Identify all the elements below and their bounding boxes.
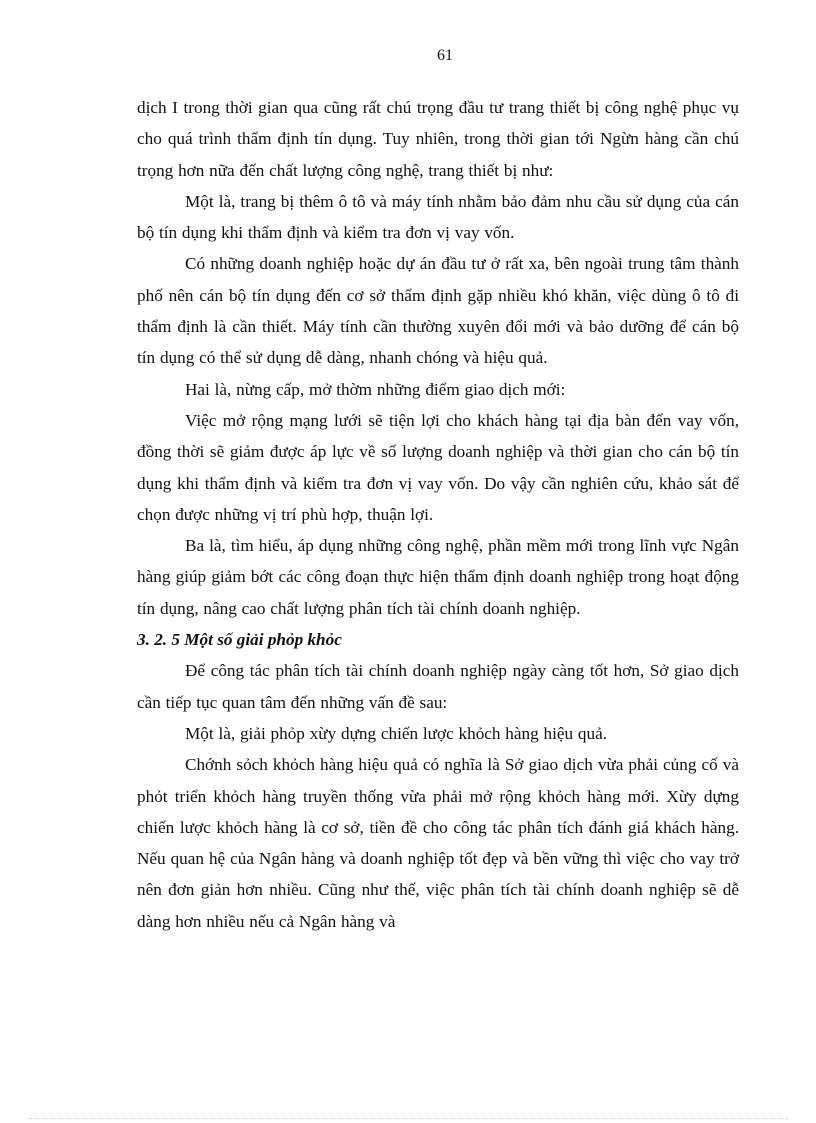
- document-body: [137, 92, 739, 937]
- page-number: 61: [437, 47, 453, 64]
- section-intro-paragraph: Để công tác phân tích tài chính doanh nghiệp ngày càng tốt hơn, Sở giao dịch cần tiếp tục quan tâm đến những vấn đề sau:: [137, 661, 739, 712]
- section-first-solution: Một là, giải phỏp xừy dựng chiến lược khỏch hàng hiệu quả.: [185, 723, 608, 743]
- page-bottom-divider: [28, 1118, 788, 1119]
- paragraph-third-measure: Ba là, tìm hiểu, áp dụng những công nghệ, phần mềm mới trong lĩnh vực Ngân hàng giúp giảm bớt các công đoạn thực hiện thẩm định doanh nghiệp trong hoạt động tín dụng, nâng cao chất lượng phân tích tài chính doanh nghiệp.: [137, 536, 739, 618]
- paragraph-first-measure: Một là, trang bị thêm ô tô và máy tính nhằm bảo đảm nhu cầu sử dụng của cán bộ tín dụng khi thẩm định và kiểm tra đơn vị vay vốn.: [137, 191, 739, 243]
- paragraph-second-measure-detail: Việc mở rộng mạng lưới sẽ tiện lợi cho khách hàng tại địa bàn đến vay vốn, đồng thời sẽ giảm được áp lực về số lượng doanh nghiệp và thời gian cho cán bộ tín dụng khi thẩm định và kiểm tra đơn vị vay vốn. Do vậy cần nghiên cứu, khảo sát để chọn được những vị trí phù hợp, thuận lợi.: [137, 410, 739, 524]
- section-heading: 3. 2. 5 Một số giải phỏp khỏc: [137, 630, 342, 650]
- paragraph-continuation: dịch I trong thời gian qua cũng rất chú trọng đầu tư trang thiết bị công nghệ phục vụ cho quá trình thẩm định tín dụng. Tuy nhiên, trong thời gian tới Ngừn hàng cần chú trọng hơn nữa đến chất lượng công nghệ, trang thiết bị như:: [137, 98, 739, 180]
- paragraph-first-measure-detail: Có những doanh nghiệp hoặc dự án đầu tư ở rất xa, bên ngoài trung tâm thành phố nên cán bộ tín dụng đến cơ sở thẩm định gặp nhiều khó khăn, việc dùng ô tô đi thẩm định là cần thiết. Máy tính cần thường xuyên đổi mới và bảo dưỡng để cán bộ tín dụng có thể sử dụng dễ dàng, nhanh chóng và hiệu quả.: [137, 254, 739, 368]
- paragraph-second-measure: Hai là, nừng cấp, mở thờm những điểm giao dịch mới:: [185, 379, 566, 399]
- section-first-solution-detail: Chớnh sỏch khỏch hàng hiệu quả có nghĩa là Sở giao dịch vừa phải củng cố và phỏt triển khỏch hàng truyền thống vừa phải mở rộng khỏch hàng mới. Xừy dựng chiến lược khỏch hàng là cơ sở, tiền đề cho công tác phân tích đánh giá khách hàng. Nếu quan hệ của Ngân hàng và doanh nghiệp tốt đẹp và bền vững thì việc cho vay trở nên đơn giản hơn nhiều. Cũng như thế, việc phân tích tài chính doanh nghiệp sẽ dễ dàng hơn nhiều nếu cả Ngân hàng và: [137, 755, 739, 931]
